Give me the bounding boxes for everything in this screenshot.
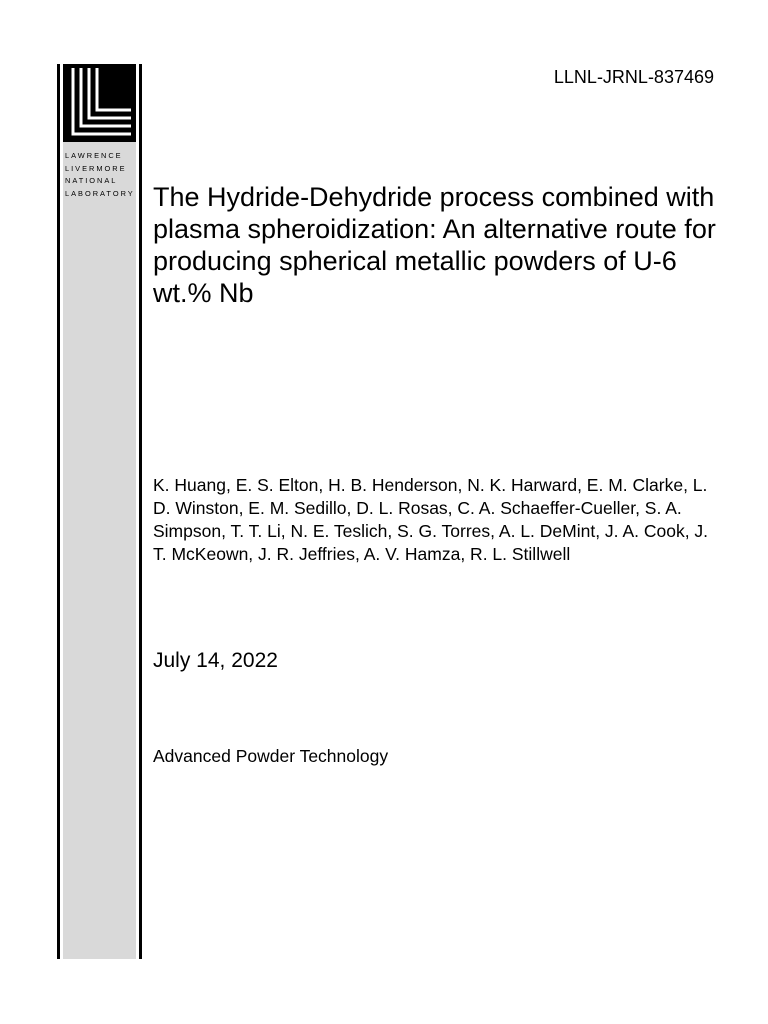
- lab-name-line: LIVERMORE: [65, 163, 127, 173]
- report-id: LLNL-JRNL-837469: [553, 67, 714, 87]
- author-list: K. Huang, E. S. Elton, H. B. Henderson, N. K. Harward, E. M. Clarke, L. D. Winston, E. M. Sedillo, D. L. Rosas, C. A. Schaeffer-Cueller, S. A. Simpson, T. T. Li, N. E. Teslich, S. G. Torres, A. L. DeMint, J. A. Cook, J. T. McKeown, J. R. Jeffries, A. V. Hamza, R. L. Stillwell: [153, 475, 709, 564]
- lab-name-line: NATIONAL: [65, 176, 118, 185]
- sidebar-border-left: [57, 64, 60, 959]
- journal-name: Advanced Powder Technology: [153, 746, 389, 766]
- sidebar-border-right: [139, 64, 142, 959]
- lab-name-line: LABORATORY: [65, 188, 135, 198]
- publication-date: July 14, 2022: [153, 649, 278, 672]
- lab-name-line: LAWRENCE: [65, 151, 123, 160]
- document-title: The Hydride-Dehydride process combined with plasma spheroidization: An alternative route for producing spherical metallic powders of U-6 wt.% Nb: [153, 182, 716, 308]
- llnl-logo-icon: [63, 64, 136, 142]
- lab-name: [63, 150, 136, 200]
